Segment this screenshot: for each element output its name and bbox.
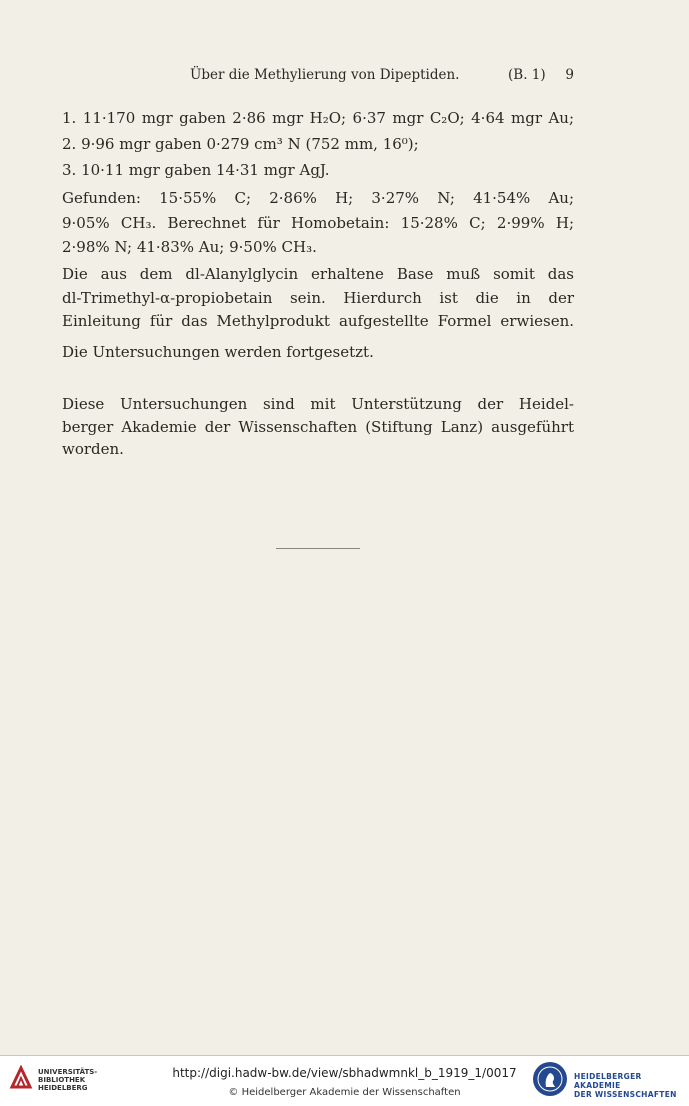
- academy-name: [574, 1072, 689, 1099]
- text-line: 2·98% N; 41·83% Au; 9·50% CH₃.: [62, 238, 317, 256]
- section-divider: [276, 548, 360, 549]
- permalink-url[interactable]: http://digi.hadw-bw.de/view/sbhadwmnkl_b_1919_1/0017: [172, 1066, 517, 1080]
- text-line: 2. 9·96 mgr gaben 0·279 cm³ N (752 mm, 16⁰);: [62, 135, 419, 153]
- text-line: Diese Untersuchungen sind mit Unterstützung der Heidel-: [62, 395, 574, 413]
- text-line: Gefunden: 15·55% C; 2·86% H; 3·27% N; 41·54% Au;: [62, 189, 574, 207]
- text-line: dl-Trimethyl-α-propiobetain sein. Hierdurch ist die in der: [62, 289, 574, 307]
- text-line: 9·05% CH₃. Berechnet für Homobetain: 15·28% C; 2·99% H;: [62, 214, 574, 232]
- page-number: 9: [565, 67, 574, 83]
- library-name-line: UNIVERSITÄTS-: [38, 1068, 98, 1076]
- academy-seal-icon: [533, 1062, 567, 1096]
- running-title: Über die Methylierung von Dipeptiden.: [190, 67, 460, 83]
- library-name-line: BIBLIOTHEK: [38, 1076, 86, 1084]
- running-header: [62, 67, 574, 87]
- text-line: berger Akademie der Wissenschaften (Stiftung Lanz) ausgeführt: [62, 418, 574, 436]
- viewer-footer: [0, 1055, 689, 1106]
- academy-name-line: DER WISSENSCHAFTEN: [574, 1090, 677, 1099]
- text-line: Einleitung für das Methylprodukt aufgestellte Formel erwiesen.: [62, 312, 574, 330]
- text-line: worden.: [62, 440, 124, 458]
- copyright-notice: © Heidelberger Akademie der Wissenschaften: [228, 1087, 461, 1098]
- text-line: Die Untersuchungen werden fortgesetzt.: [62, 343, 374, 361]
- text-line: Die aus dem dl-Alanylglycin erhaltene Base muß somit das: [62, 265, 574, 283]
- text-line: 1. 11·170 mgr gaben 2·86 mgr H₂O; 6·37 mgr C₂O; 4·64 mgr Au;: [62, 109, 574, 127]
- section-reference: (B. 1): [508, 67, 546, 83]
- library-name-line: HEIDELBERG: [38, 1084, 88, 1092]
- text-line: 3. 10·11 mgr gaben 14·31 mgr AgJ.: [62, 161, 330, 179]
- academy-name-line: HEIDELBERGER AKADEMIE: [574, 1072, 642, 1090]
